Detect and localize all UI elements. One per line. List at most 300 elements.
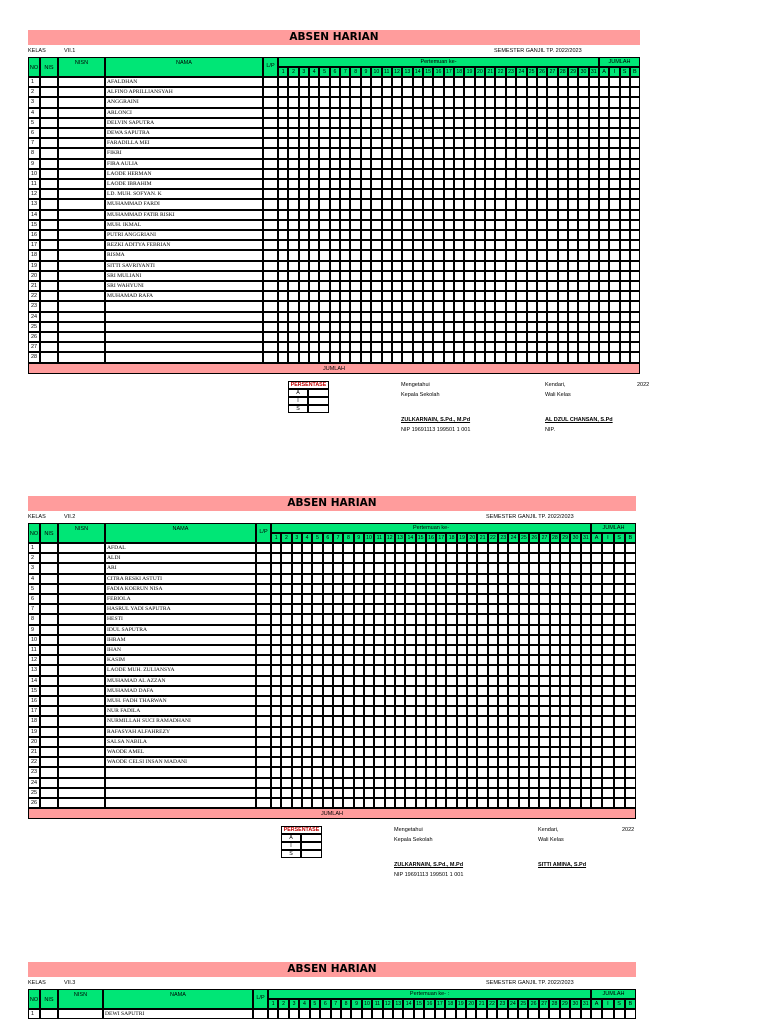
attendance-cell[interactable] (506, 210, 516, 220)
attendance-cell[interactable] (350, 322, 360, 332)
attendance-cell[interactable] (558, 271, 568, 281)
attendance-cell[interactable] (319, 281, 329, 291)
attendance-cell[interactable] (382, 210, 392, 220)
attendance-cell[interactable] (351, 1009, 361, 1019)
attendance-cell[interactable] (558, 118, 568, 128)
attendance-cell[interactable] (374, 778, 384, 788)
attendance-cell[interactable] (457, 543, 467, 553)
attendance-cell[interactable] (323, 594, 333, 604)
attendance-cell[interactable] (319, 332, 329, 342)
attendance-cell[interactable] (467, 676, 477, 686)
attendance-cell[interactable] (581, 563, 591, 573)
attendance-cell[interactable] (529, 665, 539, 675)
attendance-cell[interactable] (392, 291, 402, 301)
attendance-cell[interactable] (426, 645, 436, 655)
attendance-cell[interactable] (508, 1009, 518, 1019)
attendance-cell[interactable] (527, 179, 537, 189)
attendance-cell[interactable] (495, 291, 505, 301)
attendance-cell[interactable] (423, 179, 433, 189)
attendance-cell[interactable] (292, 563, 302, 573)
attendance-cell[interactable] (343, 635, 353, 645)
attendance-cell[interactable] (299, 230, 309, 240)
attendance-cell[interactable] (340, 312, 350, 322)
attendance-cell[interactable] (413, 138, 423, 148)
attendance-cell[interactable] (508, 727, 518, 737)
attendance-cell[interactable] (278, 332, 288, 342)
attendance-cell[interactable] (485, 281, 495, 291)
attendance-cell[interactable] (312, 625, 322, 635)
attendance-cell[interactable] (413, 301, 423, 311)
attendance-cell[interactable] (292, 788, 302, 798)
attendance-cell[interactable] (382, 189, 392, 199)
attendance-cell[interactable] (309, 189, 319, 199)
attendance-cell[interactable] (568, 179, 578, 189)
attendance-cell[interactable] (475, 322, 485, 332)
attendance-cell[interactable] (519, 665, 529, 675)
attendance-cell[interactable] (558, 291, 568, 301)
attendance-cell[interactable] (374, 686, 384, 696)
attendance-cell[interactable] (446, 584, 456, 594)
attendance-cell[interactable] (385, 665, 395, 675)
attendance-cell[interactable] (374, 645, 384, 655)
attendance-cell[interactable] (299, 352, 309, 362)
attendance-cell[interactable] (402, 77, 412, 87)
attendance-cell[interactable] (581, 788, 591, 798)
attendance-cell[interactable] (395, 645, 405, 655)
attendance-cell[interactable] (416, 594, 426, 604)
attendance-cell[interactable] (539, 635, 549, 645)
attendance-cell[interactable] (364, 798, 374, 808)
attendance-cell[interactable] (457, 706, 467, 716)
attendance-cell[interactable] (299, 301, 309, 311)
attendance-cell[interactable] (495, 332, 505, 342)
attendance-cell[interactable] (516, 291, 526, 301)
attendance-cell[interactable] (568, 312, 578, 322)
attendance-cell[interactable] (498, 686, 508, 696)
attendance-cell[interactable] (288, 128, 298, 138)
attendance-cell[interactable] (413, 148, 423, 158)
attendance-cell[interactable] (433, 352, 443, 362)
attendance-cell[interactable] (560, 686, 570, 696)
attendance-cell[interactable] (456, 1009, 466, 1019)
attendance-cell[interactable] (281, 553, 291, 563)
attendance-cell[interactable] (309, 87, 319, 97)
attendance-cell[interactable] (485, 179, 495, 189)
attendance-cell[interactable] (343, 716, 353, 726)
attendance-cell[interactable] (446, 574, 456, 584)
attendance-cell[interactable] (374, 553, 384, 563)
attendance-cell[interactable] (416, 655, 426, 665)
attendance-cell[interactable] (416, 676, 426, 686)
attendance-cell[interactable] (464, 199, 474, 209)
attendance-cell[interactable] (382, 281, 392, 291)
attendance-cell[interactable] (416, 798, 426, 808)
attendance-cell[interactable] (446, 614, 456, 624)
attendance-cell[interactable] (371, 250, 381, 260)
attendance-cell[interactable] (312, 676, 322, 686)
attendance-cell[interactable] (560, 1009, 570, 1019)
attendance-cell[interactable] (506, 87, 516, 97)
attendance-cell[interactable] (550, 665, 560, 675)
attendance-cell[interactable] (343, 727, 353, 737)
attendance-cell[interactable] (330, 189, 340, 199)
attendance-cell[interactable] (299, 179, 309, 189)
attendance-cell[interactable] (467, 798, 477, 808)
attendance-cell[interactable] (446, 686, 456, 696)
attendance-cell[interactable] (319, 352, 329, 362)
attendance-cell[interactable] (423, 312, 433, 322)
attendance-cell[interactable] (426, 553, 436, 563)
attendance-cell[interactable] (558, 281, 568, 291)
attendance-cell[interactable] (374, 727, 384, 737)
attendance-cell[interactable] (560, 604, 570, 614)
attendance-cell[interactable] (292, 645, 302, 655)
attendance-cell[interactable] (495, 220, 505, 230)
attendance-cell[interactable] (350, 199, 360, 209)
attendance-cell[interactable] (402, 97, 412, 107)
attendance-cell[interactable] (278, 220, 288, 230)
attendance-cell[interactable] (350, 220, 360, 230)
attendance-cell[interactable] (426, 757, 436, 767)
attendance-cell[interactable] (519, 706, 529, 716)
attendance-cell[interactable] (570, 594, 580, 604)
attendance-cell[interactable] (568, 261, 578, 271)
attendance-cell[interactable] (371, 128, 381, 138)
attendance-cell[interactable] (485, 332, 495, 342)
attendance-cell[interactable] (319, 322, 329, 332)
attendance-cell[interactable] (485, 87, 495, 97)
attendance-cell[interactable] (382, 220, 392, 230)
attendance-cell[interactable] (354, 747, 364, 757)
attendance-cell[interactable] (340, 230, 350, 240)
attendance-cell[interactable] (271, 747, 281, 757)
attendance-cell[interactable] (570, 686, 580, 696)
attendance-cell[interactable] (330, 291, 340, 301)
attendance-cell[interactable] (302, 727, 312, 737)
attendance-cell[interactable] (309, 220, 319, 230)
attendance-cell[interactable] (423, 240, 433, 250)
attendance-cell[interactable] (416, 635, 426, 645)
attendance-cell[interactable] (454, 230, 464, 240)
attendance-cell[interactable] (271, 757, 281, 767)
attendance-cell[interactable] (581, 594, 591, 604)
attendance-cell[interactable] (323, 543, 333, 553)
attendance-cell[interactable] (568, 97, 578, 107)
attendance-cell[interactable] (319, 77, 329, 87)
attendance-cell[interactable] (570, 747, 580, 757)
attendance-cell[interactable] (302, 747, 312, 757)
attendance-cell[interactable] (382, 128, 392, 138)
attendance-cell[interactable] (433, 312, 443, 322)
attendance-cell[interactable] (444, 210, 454, 220)
attendance-cell[interactable] (477, 757, 487, 767)
attendance-cell[interactable] (372, 1009, 382, 1019)
attendance-cell[interactable] (302, 614, 312, 624)
attendance-cell[interactable] (299, 250, 309, 260)
attendance-cell[interactable] (488, 574, 498, 584)
attendance-cell[interactable] (446, 635, 456, 645)
attendance-cell[interactable] (312, 553, 322, 563)
attendance-cell[interactable] (302, 563, 312, 573)
attendance-cell[interactable] (539, 1009, 549, 1019)
attendance-cell[interactable] (288, 240, 298, 250)
attendance-cell[interactable] (319, 189, 329, 199)
attendance-cell[interactable] (446, 604, 456, 614)
attendance-cell[interactable] (527, 240, 537, 250)
attendance-cell[interactable] (454, 169, 464, 179)
attendance-cell[interactable] (330, 199, 340, 209)
attendance-cell[interactable] (519, 767, 529, 777)
attendance-cell[interactable] (402, 169, 412, 179)
attendance-cell[interactable] (333, 574, 343, 584)
attendance-cell[interactable] (466, 1009, 476, 1019)
attendance-cell[interactable] (362, 1009, 372, 1019)
attendance-cell[interactable] (519, 798, 529, 808)
attendance-cell[interactable] (444, 322, 454, 332)
attendance-cell[interactable] (383, 1009, 393, 1019)
attendance-cell[interactable] (578, 281, 588, 291)
attendance-cell[interactable] (281, 747, 291, 757)
attendance-cell[interactable] (392, 281, 402, 291)
attendance-cell[interactable] (299, 128, 309, 138)
attendance-cell[interactable] (426, 635, 436, 645)
attendance-cell[interactable] (312, 798, 322, 808)
attendance-cell[interactable] (506, 199, 516, 209)
attendance-cell[interactable] (547, 169, 557, 179)
attendance-cell[interactable] (560, 635, 570, 645)
attendance-cell[interactable] (330, 77, 340, 87)
attendance-cell[interactable] (343, 574, 353, 584)
attendance-cell[interactable] (560, 706, 570, 716)
attendance-cell[interactable] (558, 87, 568, 97)
attendance-cell[interactable] (578, 148, 588, 158)
attendance-cell[interactable] (330, 108, 340, 118)
attendance-cell[interactable] (423, 271, 433, 281)
attendance-cell[interactable] (537, 352, 547, 362)
attendance-cell[interactable] (498, 563, 508, 573)
attendance-cell[interactable] (446, 645, 456, 655)
attendance-cell[interactable] (385, 645, 395, 655)
attendance-cell[interactable] (467, 553, 477, 563)
attendance-cell[interactable] (395, 737, 405, 747)
attendance-cell[interactable] (371, 77, 381, 87)
attendance-cell[interactable] (570, 553, 580, 563)
attendance-cell[interactable] (413, 261, 423, 271)
attendance-cell[interactable] (371, 352, 381, 362)
attendance-cell[interactable] (405, 716, 415, 726)
attendance-cell[interactable] (467, 604, 477, 614)
attendance-cell[interactable] (464, 240, 474, 250)
attendance-cell[interactable] (539, 788, 549, 798)
attendance-cell[interactable] (302, 604, 312, 614)
attendance-cell[interactable] (354, 686, 364, 696)
attendance-cell[interactable] (506, 352, 516, 362)
attendance-cell[interactable] (413, 352, 423, 362)
attendance-cell[interactable] (433, 138, 443, 148)
attendance-cell[interactable] (537, 199, 547, 209)
attendance-cell[interactable] (467, 737, 477, 747)
attendance-cell[interactable] (570, 1009, 580, 1019)
attendance-cell[interactable] (385, 543, 395, 553)
attendance-cell[interactable] (516, 271, 526, 281)
attendance-cell[interactable] (361, 128, 371, 138)
attendance-cell[interactable] (343, 757, 353, 767)
attendance-cell[interactable] (416, 553, 426, 563)
attendance-cell[interactable] (413, 128, 423, 138)
attendance-cell[interactable] (416, 757, 426, 767)
attendance-cell[interactable] (343, 604, 353, 614)
attendance-cell[interactable] (578, 159, 588, 169)
attendance-cell[interactable] (477, 584, 487, 594)
attendance-cell[interactable] (498, 757, 508, 767)
attendance-cell[interactable] (516, 148, 526, 158)
attendance-cell[interactable] (558, 97, 568, 107)
attendance-cell[interactable] (558, 352, 568, 362)
attendance-cell[interactable] (467, 645, 477, 655)
attendance-cell[interactable] (433, 108, 443, 118)
attendance-cell[interactable] (374, 665, 384, 675)
attendance-cell[interactable] (589, 108, 599, 118)
attendance-cell[interactable] (436, 594, 446, 604)
attendance-cell[interactable] (568, 108, 578, 118)
attendance-cell[interactable] (309, 291, 319, 301)
attendance-cell[interactable] (454, 301, 464, 311)
attendance-cell[interactable] (578, 87, 588, 97)
attendance-cell[interactable] (292, 635, 302, 645)
attendance-cell[interactable] (570, 635, 580, 645)
attendance-cell[interactable] (519, 625, 529, 635)
attendance-cell[interactable] (416, 788, 426, 798)
attendance-cell[interactable] (354, 584, 364, 594)
attendance-cell[interactable] (323, 737, 333, 747)
attendance-cell[interactable] (537, 87, 547, 97)
attendance-cell[interactable] (516, 342, 526, 352)
attendance-cell[interactable] (343, 584, 353, 594)
attendance-cell[interactable] (498, 604, 508, 614)
attendance-cell[interactable] (402, 230, 412, 240)
attendance-cell[interactable] (340, 87, 350, 97)
attendance-cell[interactable] (560, 584, 570, 594)
attendance-cell[interactable] (333, 543, 343, 553)
attendance-cell[interactable] (423, 342, 433, 352)
attendance-cell[interactable] (403, 1009, 413, 1019)
attendance-cell[interactable] (361, 312, 371, 322)
attendance-cell[interactable] (354, 696, 364, 706)
attendance-cell[interactable] (581, 676, 591, 686)
attendance-cell[interactable] (312, 747, 322, 757)
attendance-cell[interactable] (288, 148, 298, 158)
attendance-cell[interactable] (271, 655, 281, 665)
attendance-cell[interactable] (518, 1009, 528, 1019)
attendance-cell[interactable] (589, 271, 599, 281)
attendance-cell[interactable] (309, 332, 319, 342)
attendance-cell[interactable] (364, 563, 374, 573)
attendance-cell[interactable] (578, 199, 588, 209)
attendance-cell[interactable] (309, 108, 319, 118)
attendance-cell[interactable] (426, 574, 436, 584)
attendance-cell[interactable] (560, 676, 570, 686)
attendance-cell[interactable] (433, 322, 443, 332)
attendance-cell[interactable] (278, 291, 288, 301)
attendance-cell[interactable] (350, 179, 360, 189)
attendance-cell[interactable] (516, 230, 526, 240)
attendance-cell[interactable] (488, 696, 498, 706)
attendance-cell[interactable] (444, 138, 454, 148)
attendance-cell[interactable] (423, 199, 433, 209)
attendance-cell[interactable] (477, 788, 487, 798)
attendance-cell[interactable] (537, 291, 547, 301)
attendance-cell[interactable] (539, 676, 549, 686)
attendance-cell[interactable] (539, 655, 549, 665)
attendance-cell[interactable] (477, 604, 487, 614)
attendance-cell[interactable] (581, 727, 591, 737)
attendance-cell[interactable] (454, 138, 464, 148)
attendance-cell[interactable] (395, 747, 405, 757)
attendance-cell[interactable] (433, 291, 443, 301)
attendance-cell[interactable] (475, 189, 485, 199)
attendance-cell[interactable] (550, 716, 560, 726)
attendance-cell[interactable] (281, 635, 291, 645)
attendance-cell[interactable] (498, 798, 508, 808)
attendance-cell[interactable] (529, 604, 539, 614)
attendance-cell[interactable] (416, 574, 426, 584)
attendance-cell[interactable] (506, 322, 516, 332)
attendance-cell[interactable] (527, 250, 537, 260)
attendance-cell[interactable] (333, 563, 343, 573)
attendance-cell[interactable] (436, 645, 446, 655)
attendance-cell[interactable] (464, 87, 474, 97)
attendance-cell[interactable] (302, 665, 312, 675)
attendance-cell[interactable] (537, 77, 547, 87)
attendance-cell[interactable] (467, 563, 477, 573)
attendance-cell[interactable] (343, 665, 353, 675)
attendance-cell[interactable] (477, 553, 487, 563)
attendance-cell[interactable] (558, 128, 568, 138)
attendance-cell[interactable] (402, 240, 412, 250)
attendance-cell[interactable] (402, 128, 412, 138)
attendance-cell[interactable] (281, 655, 291, 665)
attendance-cell[interactable] (405, 676, 415, 686)
attendance-cell[interactable] (281, 686, 291, 696)
attendance-cell[interactable] (436, 706, 446, 716)
attendance-cell[interactable] (361, 148, 371, 158)
attendance-cell[interactable] (558, 108, 568, 118)
attendance-cell[interactable] (319, 250, 329, 260)
attendance-cell[interactable] (416, 665, 426, 675)
attendance-cell[interactable] (477, 778, 487, 788)
attendance-cell[interactable] (436, 604, 446, 614)
attendance-cell[interactable] (309, 342, 319, 352)
attendance-cell[interactable] (333, 747, 343, 757)
attendance-cell[interactable] (433, 128, 443, 138)
attendance-cell[interactable] (292, 696, 302, 706)
attendance-cell[interactable] (361, 261, 371, 271)
attendance-cell[interactable] (467, 706, 477, 716)
attendance-cell[interactable] (464, 352, 474, 362)
attendance-cell[interactable] (288, 87, 298, 97)
attendance-cell[interactable] (343, 767, 353, 777)
attendance-cell[interactable] (405, 543, 415, 553)
attendance-cell[interactable] (278, 250, 288, 260)
attendance-cell[interactable] (495, 199, 505, 209)
attendance-cell[interactable] (423, 77, 433, 87)
attendance-cell[interactable] (527, 322, 537, 332)
attendance-cell[interactable] (537, 342, 547, 352)
attendance-cell[interactable] (589, 138, 599, 148)
attendance-cell[interactable] (516, 169, 526, 179)
attendance-cell[interactable] (433, 301, 443, 311)
attendance-cell[interactable] (309, 301, 319, 311)
